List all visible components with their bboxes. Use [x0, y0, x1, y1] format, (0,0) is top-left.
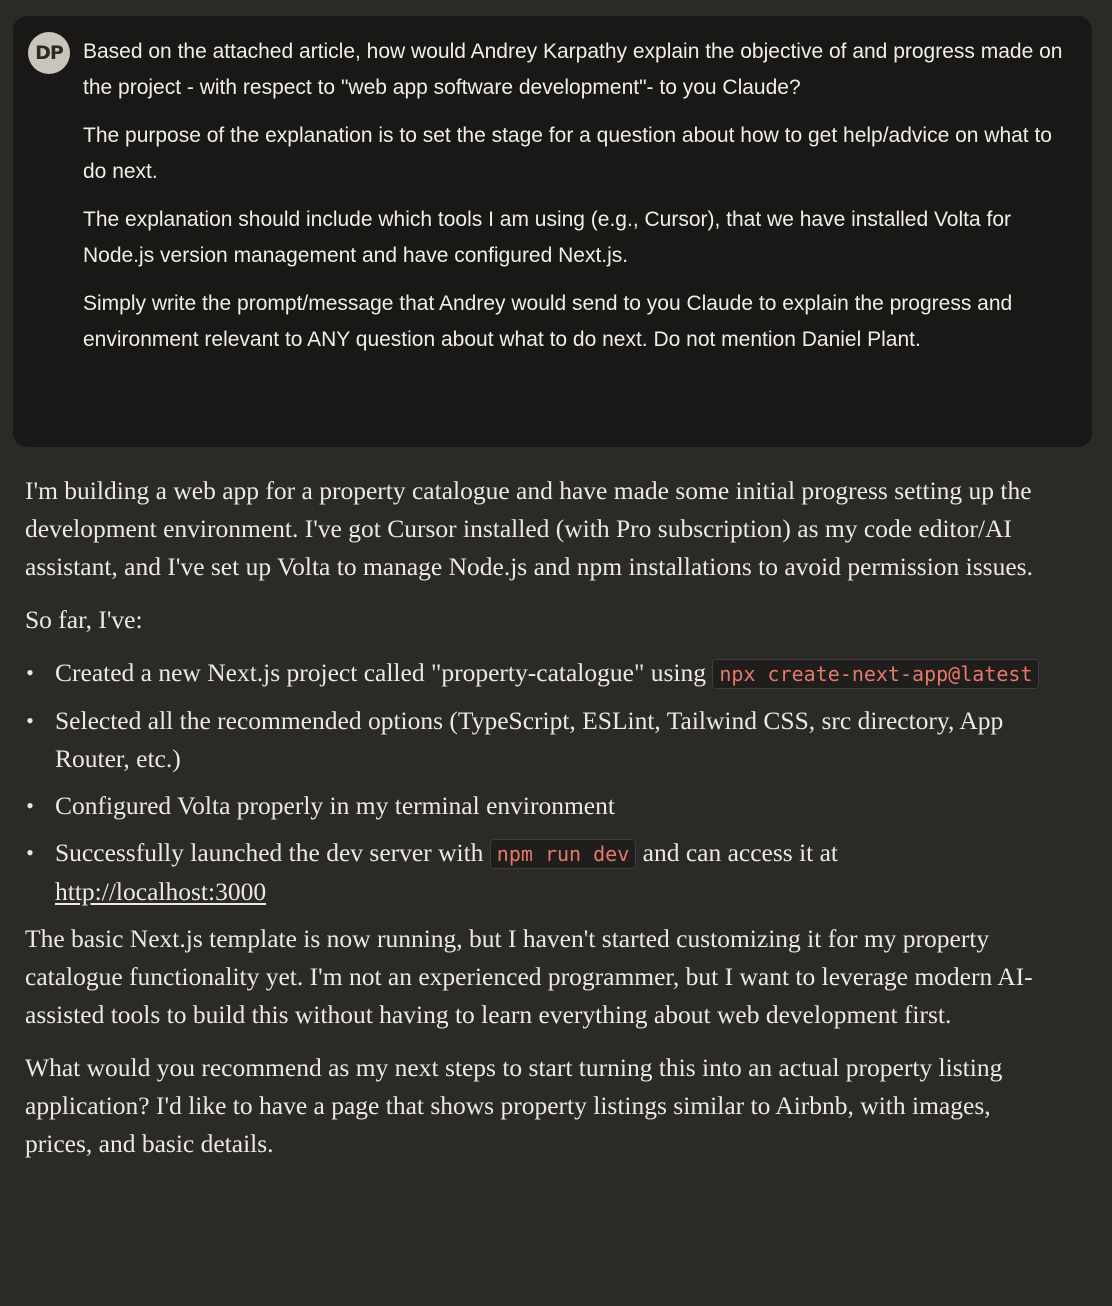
user-paragraph: Based on the attached article, how would Andrey Karpathy explain the objective of and progress made on the project - with respect to "web app software development"- to you Claude?	[83, 40, 1063, 99]
list-item	[25, 787, 1055, 825]
list-item-text: Configured Volta properly in my terminal environment	[55, 791, 615, 820]
bullet-icon: •	[26, 793, 34, 818]
avatar: DP	[28, 32, 70, 74]
assistant-message	[25, 472, 1055, 1178]
list-item	[25, 654, 1055, 693]
user-paragraph: The explanation should include which tools I am using (e.g., Cursor), that we have installed Volta for Node.js version management and have configured Next.js.	[83, 208, 1012, 267]
bullet-icon: •	[26, 708, 34, 733]
inline-code: npx create-next-app@latest	[712, 659, 1039, 689]
inline-code: npm run dev	[490, 839, 636, 869]
bullet-icon: •	[26, 840, 34, 865]
list-item-text: and can access it at	[642, 838, 839, 867]
localhost-link[interactable]: http://localhost:3000	[55, 877, 267, 906]
assistant-paragraph: What would you recommend as my next steps to start turning this into an actual property listing application? I'd like to have a page that shows property listings similar to Airbnb, with images, prices, and basic details.	[25, 1053, 1003, 1158]
list-item	[25, 702, 1055, 778]
list-item-text: Created a new Next.js project called "property-catalogue" using	[55, 658, 706, 687]
progress-list	[25, 654, 1055, 911]
user-message-text	[83, 34, 1078, 370]
list-item-text: Selected all the recommended options (TypeScript, ESLint, Tailwind CSS, src directory, App Router, etc.)	[55, 706, 1004, 773]
user-message-bubble	[13, 16, 1092, 447]
assistant-intro: I'm building a web app for a property catalogue and have made some initial progress setting up the development environment. I've got Cursor installed (with Pro subscription) as my code editor/AI assistant, and I've set up Volta to manage Node.js and npm installations to avoid permission issues.	[25, 476, 1033, 581]
list-item-text: Successfully launched the dev server with	[55, 838, 484, 867]
user-paragraph: Simply write the prompt/message that Andrey would send to you Claude to explain the progress and environment relevant to ANY question about what to do next. Do not mention Daniel Plant.	[83, 292, 1013, 351]
user-paragraph: The purpose of the explanation is to set the stage for a question about how to get help/advice on what to do next.	[83, 124, 1052, 183]
assistant-paragraph: The basic Next.js template is now running, but I haven't started customizing it for my property catalogue functionality yet. I'm not an experienced programmer, but I want to leverage modern AI-assisted tools to build this without having to learn everything about web development first.	[25, 924, 1033, 1029]
bullet-icon: •	[26, 660, 34, 685]
assistant-so-far: So far, I've:	[25, 605, 143, 634]
list-item	[25, 834, 1055, 911]
